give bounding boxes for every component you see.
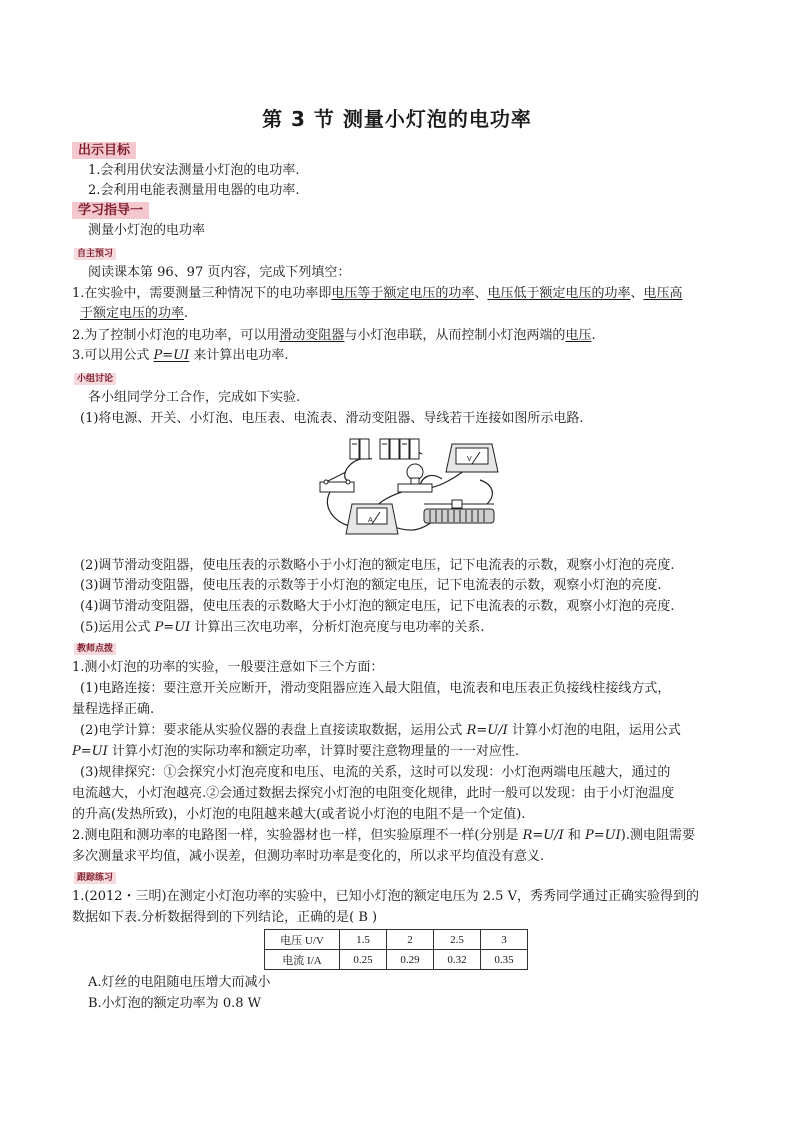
section-tag-guide: 学习指导一 [72, 202, 149, 219]
preview-q2: 2.为了控制小灯泡的电功率，可以用滑动变阻器与小灯泡串联，从而控制小灯泡两端的电压. [72, 328, 596, 343]
battery-pack-icon [350, 439, 419, 459]
answer-blank: 于额定电压的功率 [80, 306, 185, 321]
page-title: 第 3 节 测量小灯泡的电功率 [262, 107, 532, 131]
teacher-line-7: 电流越大，小灯泡越亮.②会通过数据去探究小灯泡的电阻变化规律，此时一般可以发现：由于小灯泡温度 [72, 786, 675, 801]
teacher-line-9: 2.测电阻和测功率的电路图一样，实验器材也一样，但实验原理不一样(分别是 R=U/I 和 P=UI).测电阻需要 [72, 828, 695, 843]
data-table [264, 929, 528, 970]
practice-line-2: 数据如下表.分析数据得到的下列结论，正确的是( B ) [72, 910, 378, 925]
bulb-icon [398, 464, 432, 492]
wire [480, 480, 492, 504]
goal-1: 1.会利用伏安法测量小灯泡的电功率. [88, 163, 300, 178]
table-cell: 0.25 [340, 950, 387, 970]
table-row [265, 950, 528, 970]
teacher-line-2: (1)电路连接：要注意开关应断开，滑动变阻器应连入最大阻值，电流表和电压表正负接线柱接线方式， [80, 681, 671, 696]
table-row-label: 电压 U/V [265, 930, 340, 950]
answer-blank: 电压低于额定电压的功率 [487, 286, 631, 301]
option-b: B.小灯泡的额定功率为 0.8 W [88, 996, 261, 1011]
answer-blank: P=UI [153, 348, 190, 363]
circuit-figure [312, 434, 502, 554]
table-cell: 2 [387, 930, 434, 950]
section-tag-goals: 出示目标 [72, 142, 136, 159]
table-cell: 1.5 [340, 930, 387, 950]
option-a: A.灯丝的电阻随电压增大而减小 [88, 975, 271, 990]
preview-q1: 1.在实验中，需要测量三种情况下的电功率即电压等于额定电压的功率、电压低于额定电压的功率、电压高 [72, 286, 683, 301]
discuss-step-1: (1)将电源、开关、小灯泡、电压表、电流表、滑动变阻器、导线若干连接如图所示电路. [80, 411, 584, 426]
teacher-line-5: P=UI 计算小灯泡的实际功率和额定功率，计算时要注意物理量的一一对应性. [72, 744, 519, 759]
table-cell: 0.32 [434, 950, 481, 970]
table-cell: 3 [481, 930, 528, 950]
discuss-step-3: (3)调节滑动变阻器，使电压表的示数等于小灯泡的额定电压，记下电流表的示数，观察小灯泡的亮度. [80, 578, 662, 593]
section-tag-practice: 跟踪练习 [74, 872, 116, 884]
guide-title: 测量小灯泡的电功率 [88, 223, 206, 238]
discuss-step-2: (2)调节滑动变阻器，使电压表的示数略小于小灯泡的额定电压，记下电流表的示数，观察小灯泡的亮度. [80, 558, 675, 573]
switch-icon [320, 472, 354, 492]
discuss-step-5: (5)运用公式 P=UI 计算出三次电功率，分析灯泡亮度与电功率的关系. [80, 620, 485, 635]
ammeter-label: A [368, 516, 373, 524]
rheostat-icon [424, 500, 494, 523]
table-row-label: 电流 I/A [265, 950, 340, 970]
section-tag-discuss: 小组讨论 [74, 373, 116, 385]
answer-blank: 电压高 [643, 286, 683, 301]
goal-2: 2.会利用电能表测量用电器的电功率. [88, 183, 300, 198]
answer-blank: 电压 [565, 328, 592, 343]
answer-blank: 滑动变阻器 [279, 328, 345, 343]
discuss-intro: 各小组同学分工合作，完成如下实验. [88, 390, 301, 405]
wire [345, 458, 372, 481]
teacher-line-6: (3)规律探究：①会探究小灯泡亮度和电压、电流的关系，这时可以发现：小灯泡两端电压越大，通过的 [80, 765, 671, 780]
teacher-line-10: 多次测量求平均值，减小误差，但测功率时功率是变化的，所以求平均值没有意义. [72, 849, 545, 864]
table-cell: 2.5 [434, 930, 481, 950]
preview-q3: 3.可以用公式 P=UI 来计算出电功率. [72, 348, 289, 363]
table-row [265, 930, 528, 950]
preview-intro: 阅读课本第 96、97 页内容，完成下列填空： [88, 265, 351, 280]
voltmeter-label: V [467, 455, 472, 463]
teacher-line-1: 1.测小灯泡的功率的实验，一般要注意如下三个方面： [72, 660, 384, 675]
section-tag-preview: 自主预习 [74, 248, 116, 260]
discuss-step-4: (4)调节滑动变阻器，使电压表的示数略大于小灯泡的额定电压，记下电流表的示数，观察小灯泡的亮度. [80, 599, 675, 614]
teacher-line-4: (2)电学计算：要求能从实验仪器的表盘上直接读取数据，运用公式 R=U/I 计算小灯泡的电阻，运用公式 [80, 723, 681, 738]
preview-q1-cont: 于额定电压的功率. [80, 306, 189, 321]
teacher-line-3: 量程选择正确. [72, 702, 155, 717]
table-cell: 0.35 [481, 950, 528, 970]
teacher-line-8: 的升高(发热所致)，小灯泡的电阻越来越大(或者说小灯泡的电阻不是一个定值). [72, 807, 526, 822]
table-cell: 0.29 [387, 950, 434, 970]
practice-line-1: 1.(2012・三明)在测定小灯泡功率的实验中，已知小灯泡的额定电压为 2.5 V，秀秀同学通过正确实验得到的 [72, 889, 699, 904]
voltmeter-icon [446, 444, 498, 472]
answer-blank: 电压等于额定电压的功率 [331, 286, 475, 301]
section-tag-teacher: 教师点拨 [74, 643, 116, 655]
